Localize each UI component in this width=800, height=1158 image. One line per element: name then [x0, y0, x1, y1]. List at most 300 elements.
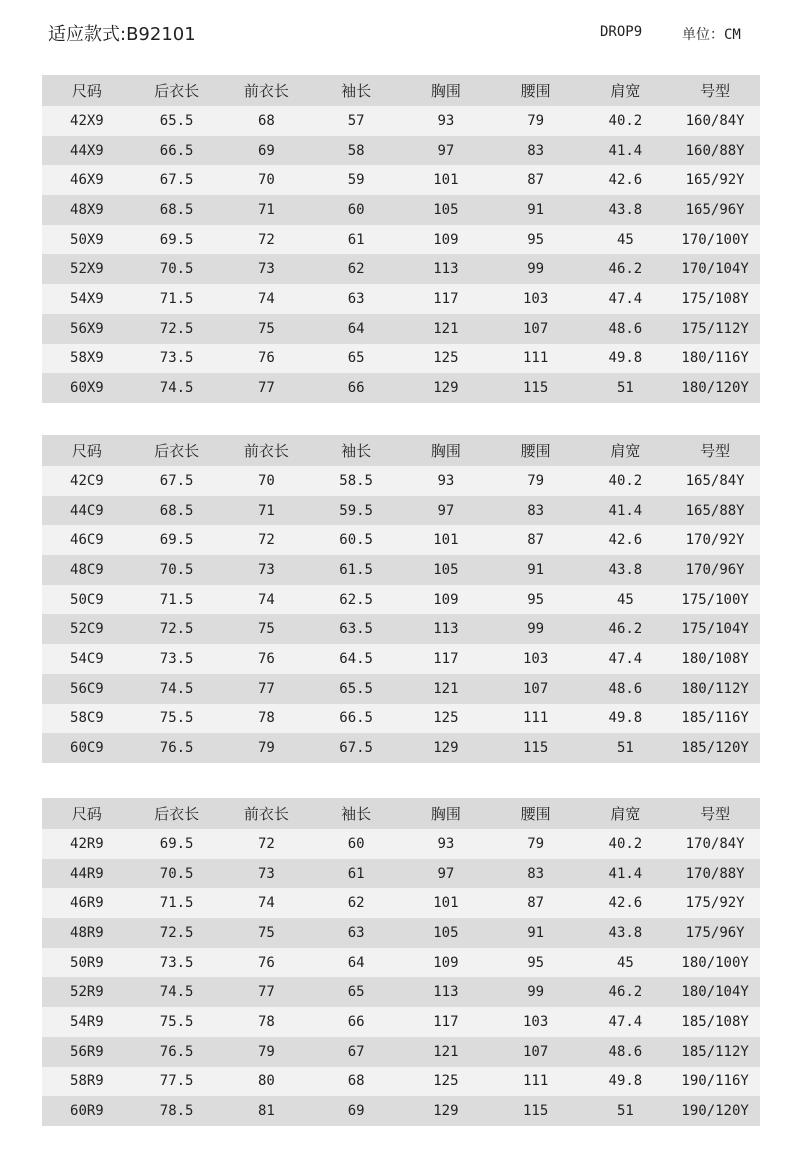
table-cell: 74.5 — [132, 674, 222, 704]
table-cell: 79 — [491, 466, 581, 496]
table-row — [42, 1067, 760, 1097]
column-header: 号型 — [670, 435, 760, 466]
table-row — [42, 344, 760, 374]
table-cell: 65.5 — [132, 106, 222, 136]
table-cell: 111 — [491, 1067, 581, 1097]
table-row — [42, 525, 760, 555]
table-cell: 72 — [222, 829, 312, 859]
table-cell: 73 — [222, 555, 312, 585]
table-cell: 51 — [581, 733, 671, 763]
table-cell: 66.5 — [132, 136, 222, 166]
table-cell: 47.4 — [581, 284, 671, 314]
table-row — [42, 373, 760, 403]
table-cell: 160/88Y — [670, 136, 760, 166]
table-cell: 170/92Y — [670, 525, 760, 555]
table-cell: 46.2 — [581, 614, 671, 644]
table-cell: 48X9 — [42, 195, 132, 225]
table-row — [42, 948, 760, 978]
table-cell: 95 — [491, 225, 581, 255]
table-cell: 59.5 — [311, 496, 401, 526]
table-cell: 101 — [401, 525, 491, 555]
table-cell: 73 — [222, 859, 312, 889]
table-cell: 65 — [311, 344, 401, 374]
table-cell: 40.2 — [581, 106, 671, 136]
table-cell: 48.6 — [581, 314, 671, 344]
column-header: 前衣长 — [222, 798, 312, 829]
table-cell: 45 — [581, 948, 671, 978]
table-row — [42, 585, 760, 615]
table-cell: 60 — [311, 195, 401, 225]
table-cell: 78 — [222, 704, 312, 734]
table-cell: 113 — [401, 254, 491, 284]
table-cell: 43.8 — [581, 555, 671, 585]
table-row — [42, 1007, 760, 1037]
table-cell: 121 — [401, 674, 491, 704]
table-cell: 66 — [311, 373, 401, 403]
table-cell: 58.5 — [311, 466, 401, 496]
table-cell: 79 — [222, 733, 312, 763]
table-cell: 71.5 — [132, 585, 222, 615]
table-cell: 87 — [491, 165, 581, 195]
table-cell: 70.5 — [132, 254, 222, 284]
table-cell: 165/96Y — [670, 195, 760, 225]
table-cell: 45 — [581, 225, 671, 255]
table-cell: 58X9 — [42, 344, 132, 374]
table-row — [42, 614, 760, 644]
table-cell: 69 — [311, 1096, 401, 1126]
table-cell: 67 — [311, 1037, 401, 1067]
table-cell: 47.4 — [581, 1007, 671, 1037]
table-cell: 48.6 — [581, 674, 671, 704]
table-cell: 97 — [401, 859, 491, 889]
column-header: 胸围 — [401, 435, 491, 466]
table-cell: 72.5 — [132, 918, 222, 948]
table-cell: 40.2 — [581, 466, 671, 496]
table-cell: 97 — [401, 136, 491, 166]
table-cell: 71 — [222, 496, 312, 526]
table-cell: 75 — [222, 314, 312, 344]
table-row — [42, 859, 760, 889]
column-header: 尺码 — [42, 435, 132, 466]
table-row — [42, 165, 760, 195]
table-cell: 56C9 — [42, 674, 132, 704]
table-cell: 99 — [491, 977, 581, 1007]
table-cell: 64 — [311, 948, 401, 978]
table-cell: 76.5 — [132, 1037, 222, 1067]
table-cell: 42R9 — [42, 829, 132, 859]
table-row — [42, 314, 760, 344]
table-cell: 48R9 — [42, 918, 132, 948]
table-cell: 44C9 — [42, 496, 132, 526]
column-header: 胸围 — [401, 798, 491, 829]
table-cell: 70.5 — [132, 555, 222, 585]
table-row — [42, 106, 760, 136]
table-cell: 65 — [311, 977, 401, 1007]
table-cell: 62 — [311, 254, 401, 284]
table-cell: 63 — [311, 918, 401, 948]
table-cell: 93 — [401, 106, 491, 136]
table-cell: 64.5 — [311, 644, 401, 674]
table-row — [42, 644, 760, 674]
table-cell: 61 — [311, 859, 401, 889]
table-cell: 70 — [222, 466, 312, 496]
table-cell: 46.2 — [581, 977, 671, 1007]
column-header: 袖长 — [311, 75, 401, 106]
table-cell: 74 — [222, 284, 312, 314]
table-cell: 79 — [222, 1037, 312, 1067]
table-cell: 41.4 — [581, 496, 671, 526]
table-cell: 105 — [401, 555, 491, 585]
table-cell: 60 — [311, 829, 401, 859]
table-cell: 170/96Y — [670, 555, 760, 585]
table-cell: 40.2 — [581, 829, 671, 859]
table-cell: 58R9 — [42, 1067, 132, 1097]
table-row — [42, 1096, 760, 1126]
table-cell: 51 — [581, 373, 671, 403]
table-cell: 175/96Y — [670, 918, 760, 948]
table-cell: 75 — [222, 614, 312, 644]
table-row — [42, 977, 760, 1007]
table-cell: 47.4 — [581, 644, 671, 674]
table-cell: 125 — [401, 1067, 491, 1097]
table-cell: 170/88Y — [670, 859, 760, 889]
table-cell: 59 — [311, 165, 401, 195]
table-cell: 117 — [401, 644, 491, 674]
column-header: 前衣长 — [222, 75, 312, 106]
table-cell: 190/120Y — [670, 1096, 760, 1126]
table-cell: 70 — [222, 165, 312, 195]
table-cell: 41.4 — [581, 859, 671, 889]
column-header: 胸围 — [401, 75, 491, 106]
table-cell: 80 — [222, 1067, 312, 1097]
column-header: 后衣长 — [132, 435, 222, 466]
table-cell: 73 — [222, 254, 312, 284]
table-cell: 54C9 — [42, 644, 132, 674]
table-cell: 79 — [491, 106, 581, 136]
table-cell: 107 — [491, 674, 581, 704]
table-cell: 68 — [222, 106, 312, 136]
table-cell: 72.5 — [132, 314, 222, 344]
table-cell: 95 — [491, 585, 581, 615]
table-row — [42, 195, 760, 225]
column-header: 号型 — [670, 75, 760, 106]
table-cell: 180/104Y — [670, 977, 760, 1007]
table-cell: 190/116Y — [670, 1067, 760, 1097]
table-cell: 48.6 — [581, 1037, 671, 1067]
table-cell: 185/120Y — [670, 733, 760, 763]
table-cell: 109 — [401, 948, 491, 978]
table-cell: 93 — [401, 466, 491, 496]
table-cell: 113 — [401, 977, 491, 1007]
table-row — [42, 829, 760, 859]
table-cell: 54R9 — [42, 1007, 132, 1037]
table-cell: 52C9 — [42, 614, 132, 644]
table-cell: 180/116Y — [670, 344, 760, 374]
table-cell: 111 — [491, 704, 581, 734]
table-cell: 75.5 — [132, 704, 222, 734]
table-cell: 58 — [311, 136, 401, 166]
table-cell: 105 — [401, 195, 491, 225]
table-row — [42, 733, 760, 763]
table-cell: 175/100Y — [670, 585, 760, 615]
table-cell: 57 — [311, 106, 401, 136]
table-cell: 76.5 — [132, 733, 222, 763]
table-cell: 71.5 — [132, 284, 222, 314]
table-cell: 69.5 — [132, 525, 222, 555]
table-cell: 51 — [581, 1096, 671, 1126]
table-cell: 50C9 — [42, 585, 132, 615]
table-cell: 58C9 — [42, 704, 132, 734]
unit-label: 单位：CM — [682, 27, 741, 43]
table-cell: 117 — [401, 1007, 491, 1037]
column-header: 袖长 — [311, 435, 401, 466]
table-cell: 73.5 — [132, 948, 222, 978]
table-cell: 180/112Y — [670, 674, 760, 704]
column-header: 号型 — [670, 798, 760, 829]
size-table-r9 — [42, 798, 760, 1126]
table-cell: 165/92Y — [670, 165, 760, 195]
table-cell: 72 — [222, 225, 312, 255]
table-cell: 125 — [401, 704, 491, 734]
table-cell: 101 — [401, 165, 491, 195]
table-cell: 115 — [491, 1096, 581, 1126]
column-header: 肩宽 — [581, 75, 671, 106]
table-cell: 81 — [222, 1096, 312, 1126]
table-cell: 44X9 — [42, 136, 132, 166]
table-cell: 77 — [222, 373, 312, 403]
table-cell: 63.5 — [311, 614, 401, 644]
table-cell: 63 — [311, 284, 401, 314]
table-cell: 42.6 — [581, 888, 671, 918]
table-row — [42, 225, 760, 255]
table-cell: 93 — [401, 829, 491, 859]
table-cell: 107 — [491, 1037, 581, 1067]
table-cell: 54X9 — [42, 284, 132, 314]
table-cell: 76 — [222, 948, 312, 978]
table-cell: 43.8 — [581, 918, 671, 948]
table-cell: 74 — [222, 888, 312, 918]
table-cell: 43.8 — [581, 195, 671, 225]
table-cell: 78.5 — [132, 1096, 222, 1126]
table-cell: 62.5 — [311, 585, 401, 615]
table-cell: 165/84Y — [670, 466, 760, 496]
table-cell: 111 — [491, 344, 581, 374]
table-cell: 49.8 — [581, 1067, 671, 1097]
table-cell: 75.5 — [132, 1007, 222, 1037]
table-cell: 170/84Y — [670, 829, 760, 859]
table-cell: 67.5 — [132, 466, 222, 496]
table-cell: 101 — [401, 888, 491, 918]
page-title: 适应款式:B92101 — [48, 24, 196, 45]
table-cell: 68.5 — [132, 496, 222, 526]
table-cell: 66 — [311, 1007, 401, 1037]
table-cell: 72 — [222, 525, 312, 555]
table-cell: 129 — [401, 1096, 491, 1126]
table-row — [42, 1037, 760, 1067]
table-cell: 50R9 — [42, 948, 132, 978]
table-cell: 180/108Y — [670, 644, 760, 674]
table-cell: 41.4 — [581, 136, 671, 166]
table-cell: 185/108Y — [670, 1007, 760, 1037]
table-cell: 91 — [491, 555, 581, 585]
table-cell: 68.5 — [132, 195, 222, 225]
table-cell: 68 — [311, 1067, 401, 1097]
table-cell: 175/112Y — [670, 314, 760, 344]
table-cell: 185/116Y — [670, 704, 760, 734]
table-cell: 121 — [401, 314, 491, 344]
table-cell: 185/112Y — [670, 1037, 760, 1067]
table-cell: 69.5 — [132, 225, 222, 255]
header-row — [42, 435, 760, 466]
table-cell: 42X9 — [42, 106, 132, 136]
table-cell: 69.5 — [132, 829, 222, 859]
table-cell: 65.5 — [311, 674, 401, 704]
table-cell: 60X9 — [42, 373, 132, 403]
table-cell: 83 — [491, 859, 581, 889]
table-cell: 121 — [401, 1037, 491, 1067]
table-cell: 77 — [222, 977, 312, 1007]
table-cell: 45 — [581, 585, 671, 615]
table-cell: 125 — [401, 344, 491, 374]
table-cell: 95 — [491, 948, 581, 978]
header-row — [42, 75, 760, 106]
table-row — [42, 888, 760, 918]
table-cell: 109 — [401, 585, 491, 615]
table-cell: 180/100Y — [670, 948, 760, 978]
table-cell: 115 — [491, 733, 581, 763]
table-cell: 60R9 — [42, 1096, 132, 1126]
table-cell: 56X9 — [42, 314, 132, 344]
table-cell: 83 — [491, 136, 581, 166]
table-cell: 64 — [311, 314, 401, 344]
table-cell: 180/120Y — [670, 373, 760, 403]
table-cell: 71 — [222, 195, 312, 225]
table-row — [42, 466, 760, 496]
table-cell: 160/84Y — [670, 106, 760, 136]
table-cell: 87 — [491, 888, 581, 918]
table-cell: 46C9 — [42, 525, 132, 555]
table-cell: 74 — [222, 585, 312, 615]
table-cell: 73.5 — [132, 644, 222, 674]
table-cell: 105 — [401, 918, 491, 948]
table-row — [42, 254, 760, 284]
table-cell: 107 — [491, 314, 581, 344]
column-header: 肩宽 — [581, 798, 671, 829]
table-cell: 103 — [491, 284, 581, 314]
table-cell: 170/100Y — [670, 225, 760, 255]
table-cell: 175/92Y — [670, 888, 760, 918]
column-header: 前衣长 — [222, 435, 312, 466]
table-cell: 165/88Y — [670, 496, 760, 526]
table-cell: 71.5 — [132, 888, 222, 918]
table-row — [42, 555, 760, 585]
table-cell: 70.5 — [132, 859, 222, 889]
table-cell: 44R9 — [42, 859, 132, 889]
column-header: 尺码 — [42, 75, 132, 106]
table-cell: 99 — [491, 614, 581, 644]
table-row — [42, 674, 760, 704]
header-row — [42, 798, 760, 829]
table-row — [42, 704, 760, 734]
table-cell: 61 — [311, 225, 401, 255]
table-cell: 72.5 — [132, 614, 222, 644]
size-table-c9 — [42, 435, 760, 763]
table-cell: 75 — [222, 918, 312, 948]
table-cell: 74.5 — [132, 373, 222, 403]
table-cell: 62 — [311, 888, 401, 918]
table-cell: 175/104Y — [670, 614, 760, 644]
table-cell: 50X9 — [42, 225, 132, 255]
table-cell: 113 — [401, 614, 491, 644]
column-header: 腰围 — [491, 435, 581, 466]
table-cell: 76 — [222, 644, 312, 674]
table-cell: 77 — [222, 674, 312, 704]
table-cell: 42.6 — [581, 165, 671, 195]
column-header: 袖长 — [311, 798, 401, 829]
table-cell: 91 — [491, 195, 581, 225]
table-cell: 66.5 — [311, 704, 401, 734]
table-cell: 67.5 — [311, 733, 401, 763]
table-cell: 87 — [491, 525, 581, 555]
table-cell: 77.5 — [132, 1067, 222, 1097]
table-cell: 60.5 — [311, 525, 401, 555]
table-cell: 109 — [401, 225, 491, 255]
table-cell: 46R9 — [42, 888, 132, 918]
table-cell: 78 — [222, 1007, 312, 1037]
table-cell: 69 — [222, 136, 312, 166]
table-cell: 115 — [491, 373, 581, 403]
column-header: 腰围 — [491, 75, 581, 106]
table-cell: 73.5 — [132, 344, 222, 374]
table-row — [42, 136, 760, 166]
column-header: 腰围 — [491, 798, 581, 829]
table-row — [42, 918, 760, 948]
table-row — [42, 496, 760, 526]
table-cell: 103 — [491, 644, 581, 674]
table-cell: 117 — [401, 284, 491, 314]
table-cell: 74.5 — [132, 977, 222, 1007]
table-cell: 42.6 — [581, 525, 671, 555]
size-table-x9 — [42, 75, 760, 403]
table-cell: 76 — [222, 344, 312, 374]
table-cell: 61.5 — [311, 555, 401, 585]
table-cell: 175/108Y — [670, 284, 760, 314]
table-cell: 79 — [491, 829, 581, 859]
table-cell: 60C9 — [42, 733, 132, 763]
table-cell: 91 — [491, 918, 581, 948]
table-cell: 49.8 — [581, 344, 671, 374]
table-cell: 56R9 — [42, 1037, 132, 1067]
table-cell: 170/104Y — [670, 254, 760, 284]
table-cell: 97 — [401, 496, 491, 526]
table-cell: 83 — [491, 496, 581, 526]
table-cell: 129 — [401, 373, 491, 403]
table-cell: 48C9 — [42, 555, 132, 585]
table-cell: 52R9 — [42, 977, 132, 1007]
column-header: 后衣长 — [132, 798, 222, 829]
table-cell: 49.8 — [581, 704, 671, 734]
column-header: 尺码 — [42, 798, 132, 829]
column-header: 肩宽 — [581, 435, 671, 466]
table-cell: 129 — [401, 733, 491, 763]
table-cell: 99 — [491, 254, 581, 284]
table-row — [42, 284, 760, 314]
table-cell: 52X9 — [42, 254, 132, 284]
table-cell: 46X9 — [42, 165, 132, 195]
table-cell: 103 — [491, 1007, 581, 1037]
table-cell: 67.5 — [132, 165, 222, 195]
column-header: 后衣长 — [132, 75, 222, 106]
